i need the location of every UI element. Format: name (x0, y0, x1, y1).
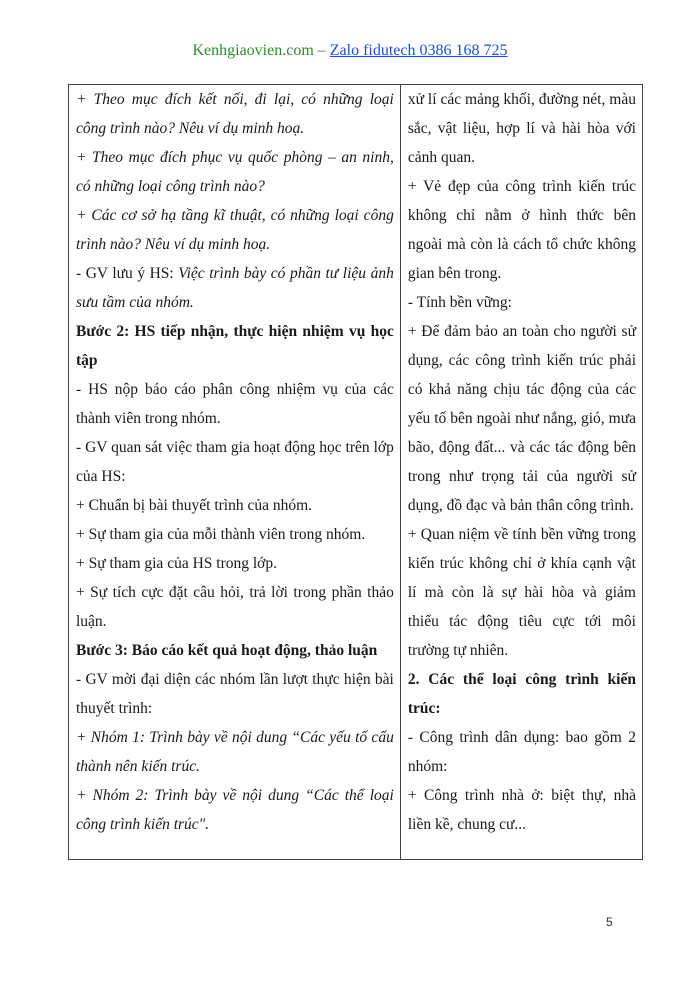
note-prefix: - GV lưu ý HS: (76, 265, 179, 282)
left-column-paragraph: + Sự tham gia của mỗi thành viên trong nhóm. (76, 526, 366, 543)
right-column-paragraph: + Công trình nhà ở: biệt thự, nhà liền kề, chung cư... (407, 787, 636, 833)
page-header (0, 42, 700, 60)
header-separator: – (313, 42, 330, 59)
right-column-paragraph: - Tính bền vững: (407, 294, 512, 311)
left-column-paragraph: Bước 2: HS tiếp nhận, thực hiện nhiệm vụ học tập (76, 323, 394, 369)
right-column-paragraph: xử lí các mảng khối, đường nét, màu sắc, vật liệu, hợp lí và hài hòa với cảnh quan. (407, 91, 636, 166)
note-text: Việc trình bày có phần tư liệu ảnh sưu tầm của nhóm. (76, 265, 394, 311)
left-column-paragraph: - GV quan sát việc tham gia hoạt động học trên lớp của HS: (76, 439, 394, 485)
teacher-activity-column (69, 85, 401, 859)
right-column-paragraph: + Để đảm bảo an toàn cho người sử dụng, các công trình kiến trúc phải có khả năng chịu tác động của các yếu tố bên ngoài như nắng, gió, mưa bão, động đất... và các tác động bên trong như trọng tải của người sử dụng, đồ đạc và bản thân công trình. (407, 323, 636, 514)
left-column-paragraph: + Nhóm 2: Trình bày về nội dung “Các thể loại công trình kiến trúc". (76, 787, 394, 833)
left-column-paragraph: + Sự tham gia của HS trong lớp. (76, 555, 277, 572)
site-name: Kenhgiaovien.com (192, 42, 314, 59)
left-column-paragraph: + Nhóm 1: Trình bày về nội dung “Các yếu tố cấu thành nên kiến trúc. (76, 729, 394, 775)
left-column-paragraph: - GV mời đại diện các nhóm lần lượt thực hiện bài thuyết trình: (76, 671, 394, 717)
page-number: 5 (606, 915, 613, 929)
left-column-paragraph: + Các cơ sở hạ tầng kĩ thuật, có những loại công trình nào? Nêu ví dụ minh hoạ. (76, 207, 394, 253)
left-column-paragraph: - HS nộp báo cáo phân công nhiệm vụ của các thành viên trong nhóm. (76, 381, 394, 427)
contact-link[interactable]: Zalo fidutech 0386 168 725 (329, 42, 508, 59)
left-column-paragraph: + Chuẩn bị bài thuyết trình của nhóm. (76, 497, 313, 514)
left-column-paragraph: + Theo mục đích kết nối, đi lại, có những loại công trình nào? Nêu ví dụ minh hoạ. (76, 91, 394, 137)
left-column-paragraph (76, 259, 394, 317)
left-column-paragraph: + Sự tích cực đặt câu hỏi, trả lời trong phần thảo luận. (76, 584, 394, 630)
right-column-paragraph: - Công trình dân dụng: bao gồm 2 nhóm: (407, 729, 636, 775)
right-column-paragraph: + Vẻ đẹp của công trình kiến trúc không chỉ nằm ở hình thức bên ngoài mà còn là cách tổ chức không gian bên trong. (407, 178, 636, 282)
content-column (401, 85, 642, 859)
left-column-paragraph: Bước 3: Báo cáo kết quả hoạt động, thảo luận (76, 642, 378, 659)
left-column-paragraph: + Theo mục đích phục vụ quốc phòng – an ninh, có những loại công trình nào? (76, 149, 394, 195)
right-column-paragraph: + Quan niệm về tính bền vững trong kiến trúc không chỉ ở khía cạnh vật lí mà còn là sự hài hòa và giảm thiểu tác động tiêu cực tới môi trường tự nhiên. (407, 526, 636, 659)
right-column-paragraph: 2. Các thể loại công trình kiến trúc: (407, 671, 636, 717)
lesson-table (68, 84, 643, 860)
